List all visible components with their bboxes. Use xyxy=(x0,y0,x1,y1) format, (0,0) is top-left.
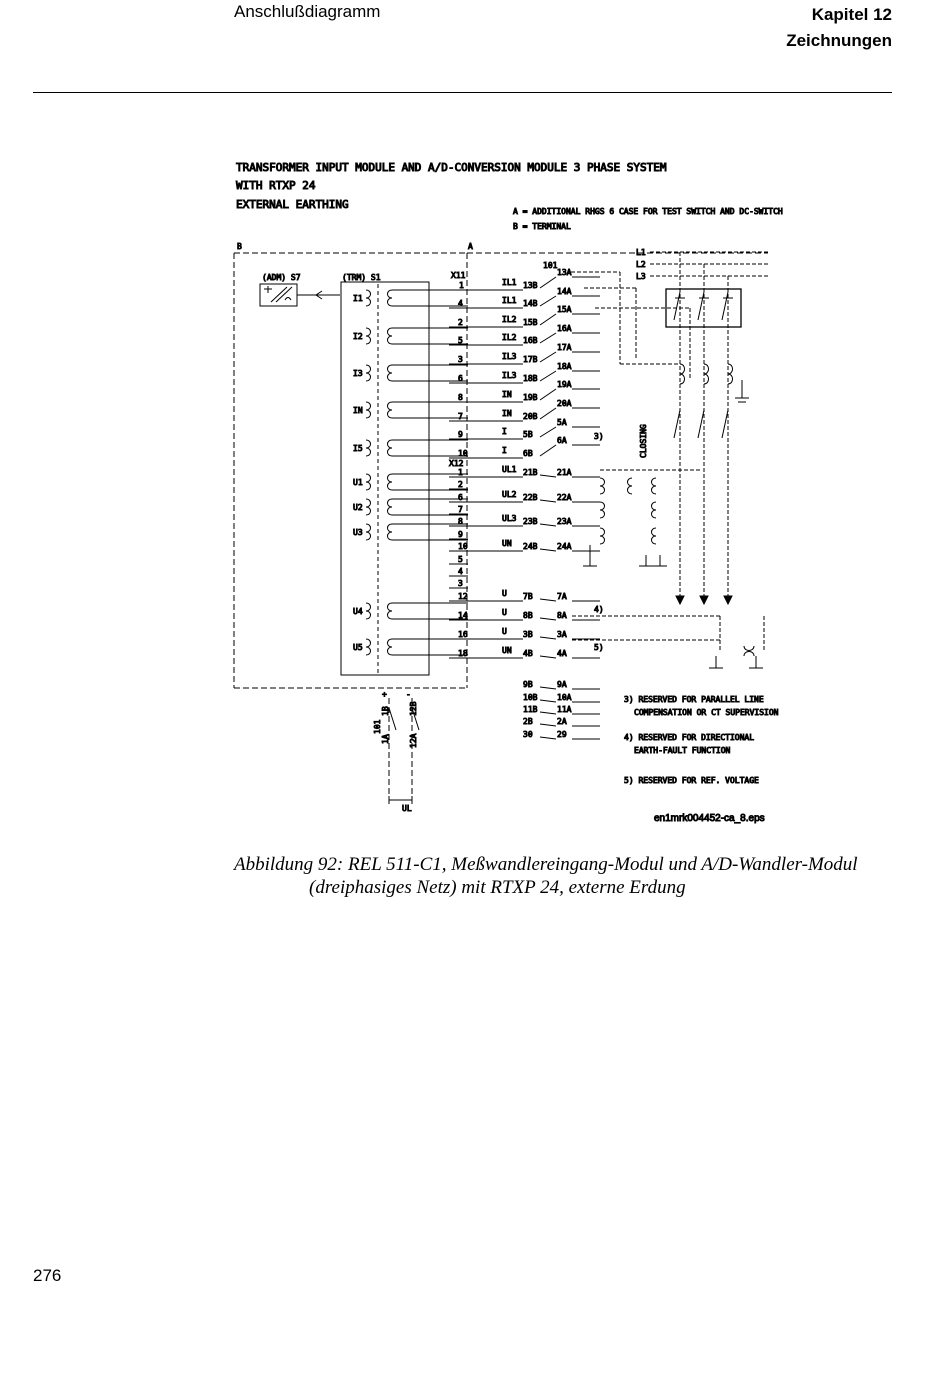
caption-line-2: (dreiphasiges Netz) mit RTXP 24, externe Erdung xyxy=(309,877,686,898)
line-l1-label: L1 xyxy=(636,248,646,257)
switch-terminal-a: 20A xyxy=(557,399,572,408)
switch-terminal-a: 3A xyxy=(557,630,567,639)
transformer-primary-coil xyxy=(366,290,371,306)
running-header-title: Anschlußdiagramm xyxy=(234,2,381,21)
box-a-label: A xyxy=(468,242,473,251)
switch-terminal-b: 18B xyxy=(523,374,538,383)
switch-terminal-b: 6B xyxy=(523,449,533,458)
signal-label: IL2 xyxy=(502,333,517,342)
box-b-label: B xyxy=(237,242,242,251)
switch-terminal-b: 13B xyxy=(523,281,538,290)
transformer-secondary-coil xyxy=(388,328,393,344)
signal-label: U xyxy=(502,627,507,636)
switch-terminal-a: 29 xyxy=(557,730,567,739)
terminal-number: 1 xyxy=(459,281,464,290)
switch-terminal-a: 16A xyxy=(557,324,572,333)
terminal-number: 7 xyxy=(458,505,463,514)
signal-label: UN xyxy=(502,539,512,548)
transformer-label: I5 xyxy=(353,444,363,453)
switch-terminal-a: 18A xyxy=(557,362,572,371)
note-4-line-2: EARTH-FAULT FUNCTION xyxy=(634,746,731,755)
transformer-secondary-coil xyxy=(388,474,393,490)
switch-terminal-b: 11B xyxy=(523,705,538,714)
signal-label: IN xyxy=(502,390,512,399)
terminal-number: 7 xyxy=(458,412,463,421)
switch-terminal-b: 23B xyxy=(523,517,538,526)
transformer-label: I3 xyxy=(353,369,363,378)
line-l3-label: L3 xyxy=(636,272,646,281)
signal-label: U xyxy=(502,589,507,598)
file-reference: en1mrk004452-ca_8.eps xyxy=(654,813,765,824)
transformer-secondary-coil xyxy=(388,440,393,456)
diagram-title-line-1: TRANSFORMER INPUT MODULE AND A/D-CONVERSION MODULE 3 PHASE SYSTEM xyxy=(236,161,667,174)
note-3-line-2: COMPENSATION OR CT SUPERVISION xyxy=(634,708,779,717)
transformer-secondary-coil xyxy=(388,365,393,381)
transformer-secondary-coil xyxy=(388,603,393,619)
transformer-label: IN xyxy=(353,406,363,415)
ref-4: 4) xyxy=(594,605,604,614)
chapter-name: Zeichnungen xyxy=(786,31,892,50)
switch-terminal-a: 7A xyxy=(557,592,567,601)
signal-label: IL2 xyxy=(502,315,517,324)
phase-lines xyxy=(571,252,768,652)
transformer-primary-coil xyxy=(366,524,371,540)
signal-label: I xyxy=(502,446,507,455)
switch-terminal-b: 10B xyxy=(523,693,538,702)
switch-terminal-b: 2B xyxy=(523,717,533,726)
terminal-number: 5 xyxy=(458,336,463,345)
line-l2-label: L2 xyxy=(636,260,646,269)
terminal-number: 2 xyxy=(458,318,463,327)
transformer-primary-coil xyxy=(366,603,371,619)
transformer-secondary-coil xyxy=(388,402,393,418)
transformer-label: U4 xyxy=(353,607,363,616)
ref-5: 5) xyxy=(594,643,604,652)
transformer-secondary-coil xyxy=(388,290,393,306)
dc-terminal-101: 101 xyxy=(373,719,382,734)
switch-terminal-b: 20B xyxy=(523,412,538,421)
dc-plus: + xyxy=(382,690,387,699)
chapter-number: Kapitel 12 xyxy=(811,5,892,24)
dc-terminal-12b: 12B xyxy=(409,701,418,716)
switch-terminal-b: 21B xyxy=(523,468,538,477)
signal-label: I xyxy=(502,427,507,436)
terminal-number: 6 xyxy=(458,493,463,502)
transformer-primary-coil xyxy=(366,402,371,418)
diagram-title-line-3: EXTERNAL EARTHING xyxy=(236,198,349,211)
switch-terminal-a: 2A xyxy=(557,717,567,726)
transformer-primary-coil xyxy=(366,328,371,344)
signal-label: IL3 xyxy=(502,371,517,380)
page-number: 276 xyxy=(33,1266,62,1285)
ref-3: 3) xyxy=(594,432,604,441)
terminal-boundary-b xyxy=(234,253,467,688)
switch-terminal-a: 21A xyxy=(557,468,572,477)
output-arrows xyxy=(676,596,732,604)
switch-terminal-b: 30 xyxy=(523,730,533,739)
transformer-primary-coil xyxy=(366,365,371,381)
terminal-number: 4 xyxy=(458,299,463,308)
switch-terminal-b: 4B xyxy=(523,649,533,658)
terminal-number: 16 xyxy=(458,630,468,639)
signal-label: UN xyxy=(502,646,512,655)
switch-terminal-a: 17A xyxy=(557,343,572,352)
terminal-number: 6 xyxy=(458,374,463,383)
caption-line-1: Abbildung 92: REL 511-C1, Meßwandlereingang-Modul und A/D-Wandler-Modul xyxy=(234,854,858,875)
signal-label: U xyxy=(502,608,507,617)
transformer-label: I2 xyxy=(353,332,363,341)
signal-label: IN xyxy=(502,409,512,418)
terminal-number: 8 xyxy=(458,517,463,526)
signal-label: UL3 xyxy=(502,514,517,523)
signal-label: UL2 xyxy=(502,490,517,499)
x11-label: X11 xyxy=(451,271,466,280)
ul-label: UL xyxy=(402,804,412,813)
dc-terminal-1a: 1A xyxy=(381,734,390,744)
switch-terminal-b: 22B xyxy=(523,493,538,502)
terminal-number: 10 xyxy=(458,542,468,551)
switch-terminal-a: 5A xyxy=(557,418,567,427)
switch-terminal-b: 5B xyxy=(523,430,533,439)
terminal-number: 14 xyxy=(458,611,468,620)
switch-terminal-a: 6A xyxy=(557,436,567,445)
switch-terminal-a: 23A xyxy=(557,517,572,526)
switch-terminal-b: 14B xyxy=(523,299,538,308)
switch-terminal-a: 8A xyxy=(557,611,567,620)
switch-terminal-b: 17B xyxy=(523,355,538,364)
switch-terminal-b: 19B xyxy=(523,393,538,402)
switch-terminal-a: 9A xyxy=(557,680,567,689)
adm-label: (ADM) S7 xyxy=(262,273,301,282)
switch-terminal-a: 11A xyxy=(557,705,572,714)
dc-terminal-12a: 12A xyxy=(409,733,418,748)
switch-terminal-a: 4A xyxy=(557,649,567,658)
signal-label: IL1 xyxy=(502,278,517,287)
terminal-number: 3 xyxy=(458,579,463,588)
transformer-primary-coil xyxy=(366,639,371,655)
transformer-secondary-coil xyxy=(388,499,393,515)
switch-terminal-a: 24A xyxy=(557,542,572,551)
switch-terminal-b: 15B xyxy=(523,318,538,327)
transformer-label: U3 xyxy=(353,528,363,537)
terminal-number: 3 xyxy=(458,355,463,364)
transformer-primary-coil xyxy=(366,499,371,515)
signal-label: IL1 xyxy=(502,296,517,305)
switch-terminal-a: 15A xyxy=(557,305,572,314)
transformer-secondary-coil xyxy=(388,524,393,540)
switch-terminal-b: 24B xyxy=(523,542,538,551)
switch-terminal-b: 9B xyxy=(523,680,533,689)
switch-terminal-a: 13A xyxy=(557,268,572,277)
switch-terminal-a: 10A xyxy=(557,693,572,702)
transformer-primary-coil xyxy=(366,474,371,490)
terminal-number: 10 xyxy=(458,449,468,458)
terminal-number: 18 xyxy=(458,649,468,658)
switch-terminal-a: 14A xyxy=(557,287,572,296)
signal-label: UL1 xyxy=(502,465,517,474)
switch-terminal-b: 7B xyxy=(523,592,533,601)
terminal-number: 8 xyxy=(458,393,463,402)
terminal-number: 9 xyxy=(458,430,463,439)
terminal-number: 2 xyxy=(458,480,463,489)
transformer-primary-coil xyxy=(366,440,371,456)
transformer-label: U1 xyxy=(353,478,363,487)
note-5: 5) RESERVED FOR REF. VOLTAGE xyxy=(624,776,759,785)
diagram-title-line-2: WITH RTXP 24 xyxy=(236,179,316,192)
switch-terminal-b: 16B xyxy=(523,336,538,345)
point-101-label: 101 xyxy=(543,261,558,270)
trm-label: (TRM) S1 xyxy=(342,273,381,282)
transformer-label: I1 xyxy=(353,294,363,303)
terminal-number: 4 xyxy=(458,567,463,576)
terminal-number: 5 xyxy=(458,555,463,564)
transformer-label: U2 xyxy=(353,503,363,512)
closing-label: CLOSING xyxy=(639,424,648,458)
legend-b: B = TERMINAL xyxy=(513,222,571,231)
switch-terminal-b: 3B xyxy=(523,630,533,639)
switch-terminal-a: 22A xyxy=(557,493,572,502)
terminal-number: 1 xyxy=(458,468,463,477)
dc-terminal-1b: 1B xyxy=(381,706,390,716)
note-3-line-1: 3) RESERVED FOR PARALLEL LINE xyxy=(624,695,764,704)
terminal-number: 9 xyxy=(458,530,463,539)
terminal-number: 12 xyxy=(458,592,468,601)
note-4-line-1: 4) RESERVED FOR DIRECTIONAL xyxy=(624,733,755,742)
figure-caption xyxy=(234,853,894,899)
legend-a: A = ADDITIONAL RHGS 6 CASE FOR TEST SWITCH AND DC-SWITCH xyxy=(513,207,783,216)
transformer-label: U5 xyxy=(353,643,363,652)
x12-label: X12 xyxy=(449,459,464,468)
dc-minus: - xyxy=(406,690,411,699)
signal-label: IL3 xyxy=(502,352,517,361)
switch-terminal-b: 8B xyxy=(523,611,533,620)
transformer-secondary-coil xyxy=(388,639,393,655)
switch-terminal-a: 19A xyxy=(557,380,572,389)
